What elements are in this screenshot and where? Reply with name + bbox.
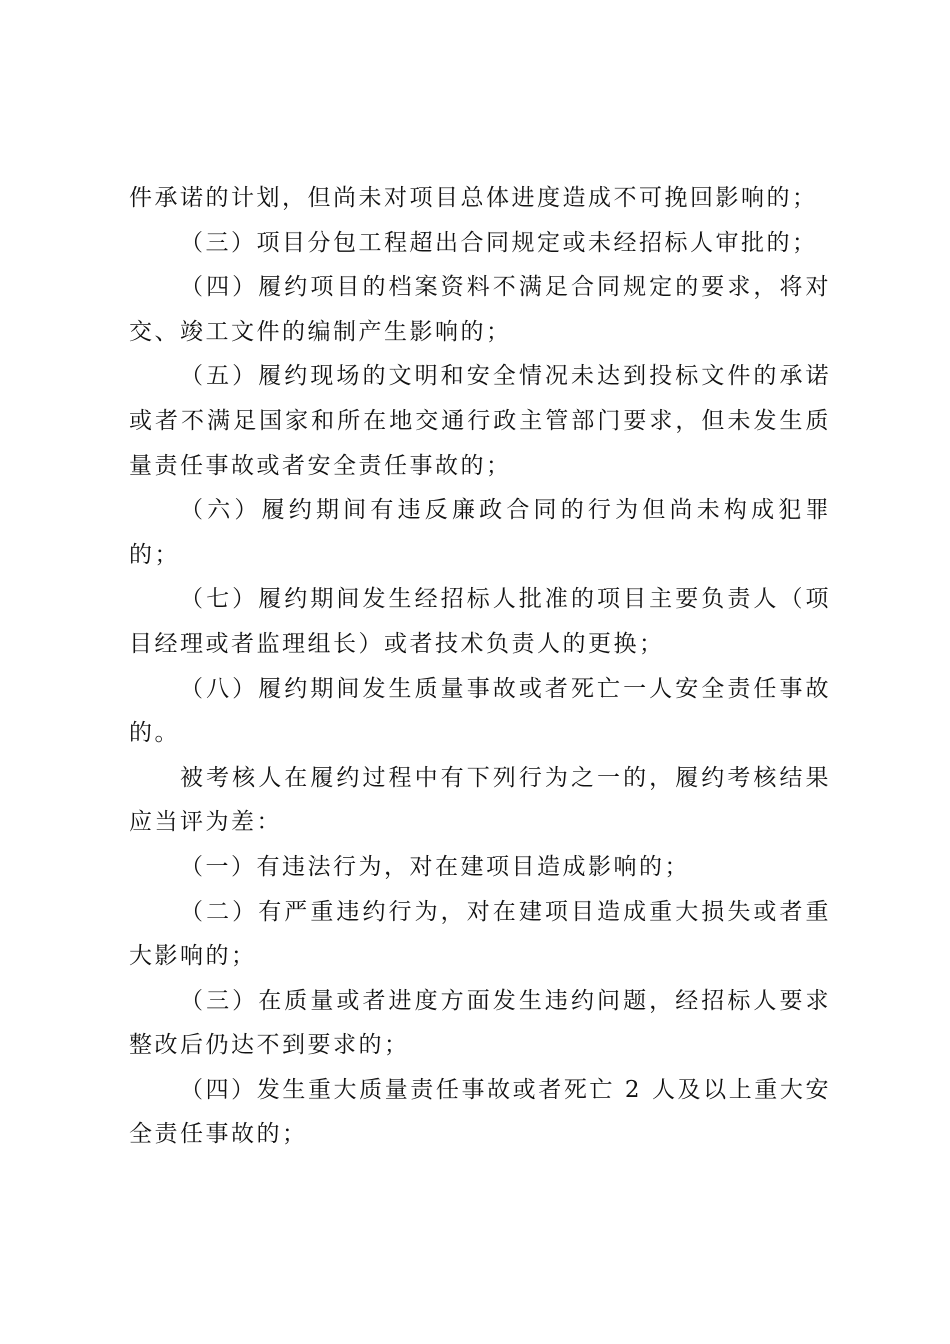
- paragraph-poor-rating-intro: 被考核人在履约过程中有下列行为之一的，履约考核结果应当评为差：: [129, 764, 831, 836]
- paragraph-poor-item-3: （三）在质量或者进度方面发生违约问题，经招标人要求整改后仍达不到要求的；: [129, 987, 831, 1059]
- paragraph-poor-item-2: （二）有严重违约行为，对在建项目造成重大损失或者重大影响的；: [129, 898, 831, 970]
- paragraph-item-8: （八）履约期间发生质量事故或者死亡一人安全责任事故的。: [129, 675, 831, 747]
- paragraph-continuation: 件承诺的计划，但尚未对项目总体进度造成不可挽回影响的；: [129, 185, 818, 211]
- paragraph-item-6: （六）履约期间有违反廉政合同的行为但尚未构成犯罪的；: [129, 497, 831, 568]
- paragraph-item-7: （七）履约期间发生经招标人批准的项目主要负责人（项目经理或者监理组长）或者技术负责人的更换；: [129, 586, 831, 657]
- document-body: [129, 176, 831, 1157]
- paragraph-item-3: （三）项目分包工程超出合同规定或未经招标人审批的；: [180, 229, 818, 256]
- paragraph-poor-item-1: （一）有违法行为，对在建项目造成影响的；: [180, 853, 690, 880]
- paragraph-poor-item-4: （四）发生重大质量责任事故或者死亡 2 人及以上重大安全责任事故的；: [129, 1076, 831, 1148]
- paragraph-item-4: （四）履约项目的档案资料不满足合同规定的要求，将对交、竣工文件的编制产生影响的；: [129, 274, 831, 345]
- paragraph-item-5: （五）履约现场的文明和安全情况未达到投标文件的承诺或者不满足国家和所在地交通行政主管部门要求，但未发生质量责任事故或者安全责任事故的；: [129, 363, 831, 479]
